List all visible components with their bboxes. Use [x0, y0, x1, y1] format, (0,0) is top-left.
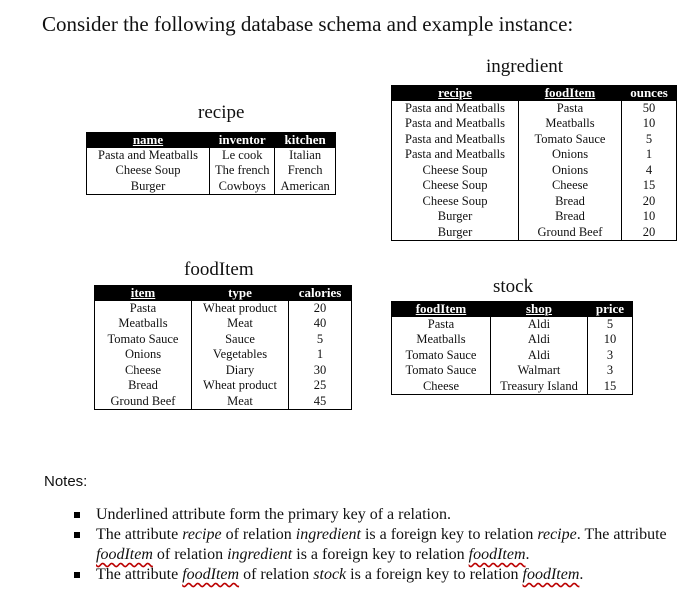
table-cell: 1	[289, 347, 352, 363]
table-cell: 20	[289, 301, 352, 317]
table-cell: 10	[588, 332, 633, 348]
table-cell: Meat	[192, 394, 289, 410]
table-cell: 4	[622, 163, 677, 179]
table-cell: Le cook	[210, 148, 275, 164]
table-cell: Meatballs	[519, 116, 622, 132]
table-cell: 3	[588, 348, 633, 364]
table-cell: Aldi	[491, 317, 588, 333]
table-cell: Meatballs	[118, 316, 168, 330]
table-cell: 50	[622, 101, 677, 117]
table-cell: Aldi	[491, 348, 588, 364]
table-cell: 45	[289, 394, 352, 410]
recipe-caption: recipe	[198, 102, 245, 123]
table-cell: Burger	[392, 225, 519, 241]
ingredient-header-fooditem: foodItem	[519, 85, 622, 101]
table-cell: Treasury Island	[491, 379, 588, 395]
table-cell: Cheese Soup	[422, 193, 488, 208]
table-cell: Pasta	[427, 316, 455, 331]
note-primary-key: Underlined attribute form the primary key of a relation.	[72, 505, 682, 525]
ingredient-header-ounces: ounces	[622, 85, 677, 101]
page-heading: Consider the following database schema and example instance:	[42, 12, 574, 36]
table-cell: Bread	[519, 194, 622, 210]
fooditem-header-item: item	[95, 285, 192, 301]
table-cell: Italian	[275, 148, 335, 164]
table-cell: French	[275, 163, 335, 179]
table-row	[392, 163, 677, 179]
recipe-table	[86, 132, 336, 195]
table-row	[392, 332, 633, 348]
table-row	[392, 225, 677, 241]
table-cell: 5	[289, 332, 352, 348]
note-stock-foreign-key: The attribute foodItem of relation stock is a foreign key to relation foodItem.	[72, 565, 682, 585]
table-cell: Cheese	[124, 362, 162, 377]
table-row	[95, 363, 352, 379]
table-cell: Pasta	[129, 300, 157, 315]
table-cell: 5	[588, 317, 633, 333]
ingredient-table	[391, 85, 677, 241]
table-row	[392, 317, 633, 333]
table-row	[392, 101, 677, 117]
table-cell: Cheese	[519, 178, 622, 194]
table-row	[87, 148, 336, 164]
stock-table	[391, 301, 633, 395]
fooditem-header-type: type	[192, 285, 289, 301]
table-cell: Bread	[128, 378, 158, 392]
table-cell: Tomato Sauce	[405, 363, 477, 377]
table-cell: Onions	[519, 147, 622, 163]
table-cell: 10	[622, 209, 677, 225]
table-cell: Onions	[124, 347, 162, 361]
table-cell: Pasta and Meatballs	[98, 147, 198, 162]
table-row	[95, 347, 352, 363]
table-row	[95, 378, 352, 394]
table-cell: 15	[622, 178, 677, 194]
table-cell: Tomato Sauce	[405, 347, 477, 362]
fooditem-caption: foodItem	[184, 259, 254, 280]
table-cell: Cheese Soup	[422, 178, 488, 192]
table-cell: Onions	[519, 163, 622, 179]
table-row	[392, 132, 677, 148]
ingredient-header-recipe: recipe	[392, 85, 519, 101]
table-cell: Wheat product	[192, 378, 289, 394]
table-cell: Pasta and Meatballs	[405, 147, 505, 161]
table-row	[392, 194, 677, 210]
table-row	[392, 178, 677, 194]
table-cell: Vegetables	[192, 347, 289, 363]
table-cell: 1	[622, 147, 677, 163]
table-cell: 40	[289, 316, 352, 332]
table-row	[95, 301, 352, 317]
table-cell: Burger	[437, 209, 473, 223]
table-cell: Aldi	[491, 332, 588, 348]
table-row	[392, 379, 633, 395]
table-cell: 30	[289, 363, 352, 379]
table-cell: Tomato Sauce	[519, 132, 622, 148]
table-cell: Cheese Soup	[115, 163, 181, 177]
recipe-header-inventor: inventor	[210, 132, 275, 148]
table-row	[392, 116, 677, 132]
table-cell: Ground Beef	[519, 225, 622, 241]
note-ingredient-foreign-keys: The attribute recipe of relation ingredient is a foreign key to relation recipe. The attribute foodItem of relation ingredient is a foreign key to relation foodItem.	[72, 525, 682, 565]
stock-header-fooditem: foodItem	[392, 301, 491, 317]
table-cell: 5	[622, 132, 677, 148]
table-cell: Burger	[87, 179, 210, 195]
table-cell: American	[275, 179, 335, 195]
table-row	[95, 394, 352, 410]
table-cell: 20	[622, 194, 677, 210]
table-row	[87, 163, 336, 179]
table-row	[392, 348, 633, 364]
table-cell: Bread	[519, 209, 622, 225]
table-cell: Tomato Sauce	[107, 331, 179, 346]
table-row	[87, 179, 336, 195]
table-cell: Sauce	[192, 332, 289, 348]
fooditem-header-calories: calories	[289, 285, 352, 301]
table-cell: The french	[210, 163, 275, 179]
table-row	[392, 209, 677, 225]
notes-list	[72, 505, 682, 585]
table-cell: Wheat product	[192, 301, 289, 317]
table-cell: Ground Beef	[95, 394, 192, 410]
table-cell: Pasta	[519, 101, 622, 117]
table-cell: 10	[622, 116, 677, 132]
table-cell: Pasta and Meatballs	[405, 116, 505, 130]
table-cell: Meatballs	[416, 332, 466, 346]
notes-title: Notes:	[44, 473, 88, 490]
table-cell: 20	[622, 225, 677, 241]
table-cell: 15	[588, 379, 633, 395]
table-cell: Meat	[192, 316, 289, 332]
table-cell: 25	[289, 378, 352, 394]
table-row	[392, 363, 633, 379]
stock-header-price: price	[588, 301, 633, 317]
recipe-header-name: name	[87, 132, 210, 148]
ingredient-caption: ingredient	[486, 56, 564, 77]
stock-caption: stock	[493, 276, 534, 297]
table-cell: Diary	[192, 363, 289, 379]
table-cell: Cheese	[392, 379, 491, 395]
table-cell: Walmart	[491, 363, 588, 379]
table-cell: Cowboys	[210, 179, 275, 195]
table-cell: Pasta and Meatballs	[405, 131, 505, 146]
table-row	[95, 332, 352, 348]
recipe-header-kitchen: kitchen	[275, 132, 335, 148]
table-cell: 3	[588, 363, 633, 379]
table-cell: Cheese Soup	[422, 162, 488, 177]
table-row	[95, 316, 352, 332]
fooditem-table	[94, 285, 352, 410]
table-cell: Pasta and Meatballs	[405, 100, 505, 115]
table-row	[392, 147, 677, 163]
stock-header-shop: shop	[491, 301, 588, 317]
